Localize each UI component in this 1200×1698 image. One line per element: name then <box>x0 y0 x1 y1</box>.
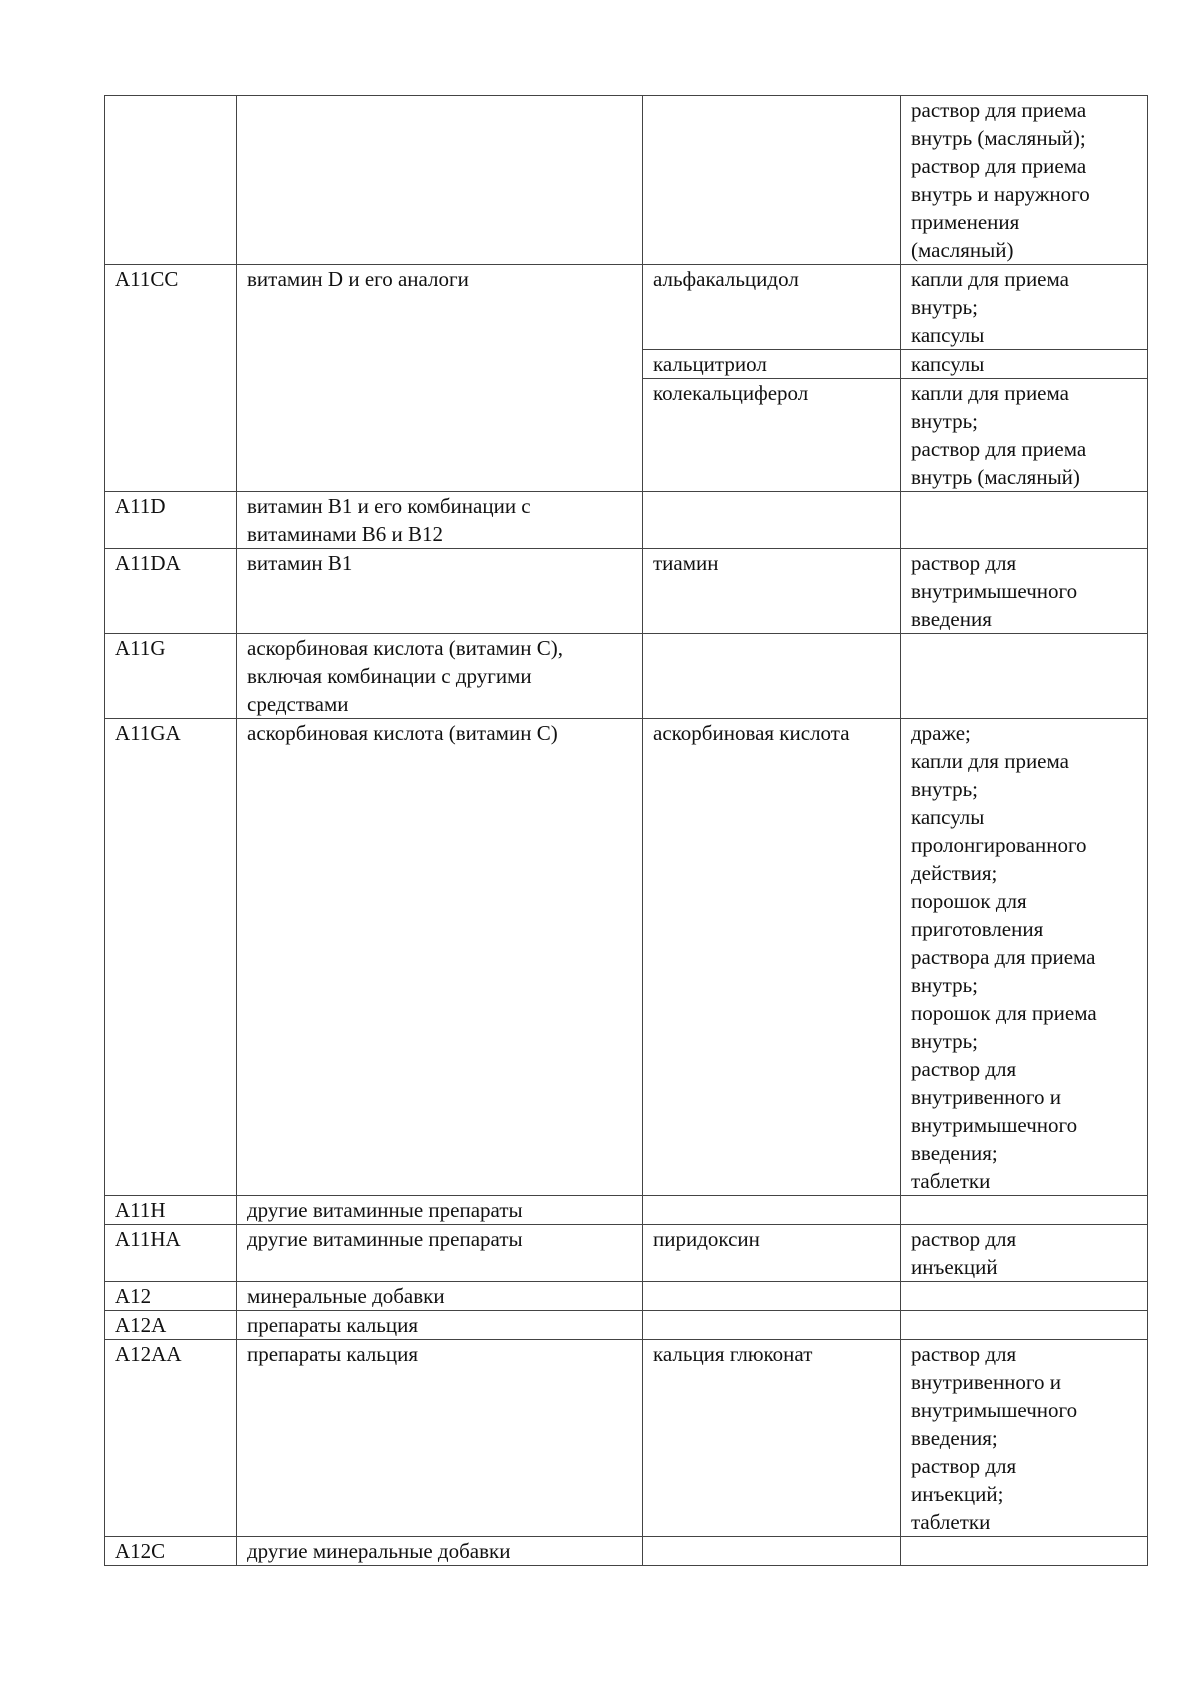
group-name-cell: минеральные добавки <box>237 1282 643 1311</box>
substance-cell: кальцитриол <box>643 350 901 379</box>
substance-cell: кальция глюконат <box>643 1340 901 1537</box>
dosage-forms-cell: раствор для внутримышечного введения <box>901 549 1148 634</box>
group-name-cell: другие витаминные препараты <box>237 1196 643 1225</box>
dosage-forms-cell: капли для приема внутрь; капсулы <box>901 265 1148 350</box>
table-row <box>105 1196 1148 1225</box>
atc-code-cell: A11CC <box>105 265 237 492</box>
substance-cell <box>643 1311 901 1340</box>
table-row <box>105 1311 1148 1340</box>
dosage-forms-cell: раствор для внутривенного и внутримышечного введения; раствор для инъекций; таблетки <box>901 1340 1148 1537</box>
substance-cell: тиамин <box>643 549 901 634</box>
group-name-cell: препараты кальция <box>237 1311 643 1340</box>
substance-cell <box>643 1196 901 1225</box>
substance-cell <box>643 634 901 719</box>
atc-code-cell: A11G <box>105 634 237 719</box>
substance-cell: альфакальцидол <box>643 265 901 350</box>
atc-code-cell: A11D <box>105 492 237 549</box>
dosage-forms-cell: драже; капли для приема внутрь; капсулы пролонгированного действия; порошок для приготовления раствора для приема внутрь; порошок для приема внутрь; раствор для внутривенного и внутримышечного введения; таблетки <box>901 719 1148 1196</box>
substance-cell <box>643 1537 901 1566</box>
table-row <box>105 492 1148 549</box>
dosage-forms-cell <box>901 492 1148 549</box>
atc-code-cell: A11H <box>105 1196 237 1225</box>
table-row <box>105 96 1148 265</box>
substance-cell: колекальциферол <box>643 379 901 492</box>
dosage-forms-cell <box>901 1537 1148 1566</box>
table-row <box>105 1282 1148 1311</box>
substance-cell <box>643 96 901 265</box>
table-row <box>105 1225 1148 1282</box>
dosage-forms-cell <box>901 1311 1148 1340</box>
atc-code-cell: A11GA <box>105 719 237 1196</box>
group-name-cell: аскорбиновая кислота (витамин C), включая комбинации с другими средствами <box>237 634 643 719</box>
group-name-cell: витамин B1 <box>237 549 643 634</box>
substance-cell: аскорбиновая кислота <box>643 719 901 1196</box>
atc-code-cell: A12A <box>105 1311 237 1340</box>
group-name-cell: аскорбиновая кислота (витамин C) <box>237 719 643 1196</box>
table-row <box>105 1340 1148 1537</box>
atc-code-cell <box>105 96 237 265</box>
dosage-forms-cell: капсулы <box>901 350 1148 379</box>
table-row <box>105 634 1148 719</box>
dosage-forms-cell <box>901 1196 1148 1225</box>
dosage-forms-cell <box>901 1282 1148 1311</box>
group-name-cell: витамин D и его аналоги <box>237 265 643 492</box>
table-row <box>105 549 1148 634</box>
atc-code-cell: A11DA <box>105 549 237 634</box>
dosage-forms-cell: раствор для приема внутрь (масляный); раствор для приема внутрь и наружного применения (масляный) <box>901 96 1148 265</box>
substance-cell <box>643 492 901 549</box>
dosage-forms-cell: раствор для инъекций <box>901 1225 1148 1282</box>
table-row <box>105 719 1148 1196</box>
atc-code-cell: A11HA <box>105 1225 237 1282</box>
drug-table <box>104 95 1148 1566</box>
table-row <box>105 1537 1148 1566</box>
atc-code-cell: A12AA <box>105 1340 237 1537</box>
table-row <box>105 265 1148 350</box>
dosage-forms-cell: капли для приема внутрь; раствор для приема внутрь (масляный) <box>901 379 1148 492</box>
atc-code-cell: A12C <box>105 1537 237 1566</box>
substance-cell: пиридоксин <box>643 1225 901 1282</box>
dosage-forms-cell <box>901 634 1148 719</box>
group-name-cell <box>237 96 643 265</box>
group-name-cell: препараты кальция <box>237 1340 643 1537</box>
atc-code-cell: A12 <box>105 1282 237 1311</box>
group-name-cell: витамин B1 и его комбинации с витаминами B6 и B12 <box>237 492 643 549</box>
group-name-cell: другие минеральные добавки <box>237 1537 643 1566</box>
group-name-cell: другие витаминные препараты <box>237 1225 643 1282</box>
substance-cell <box>643 1282 901 1311</box>
